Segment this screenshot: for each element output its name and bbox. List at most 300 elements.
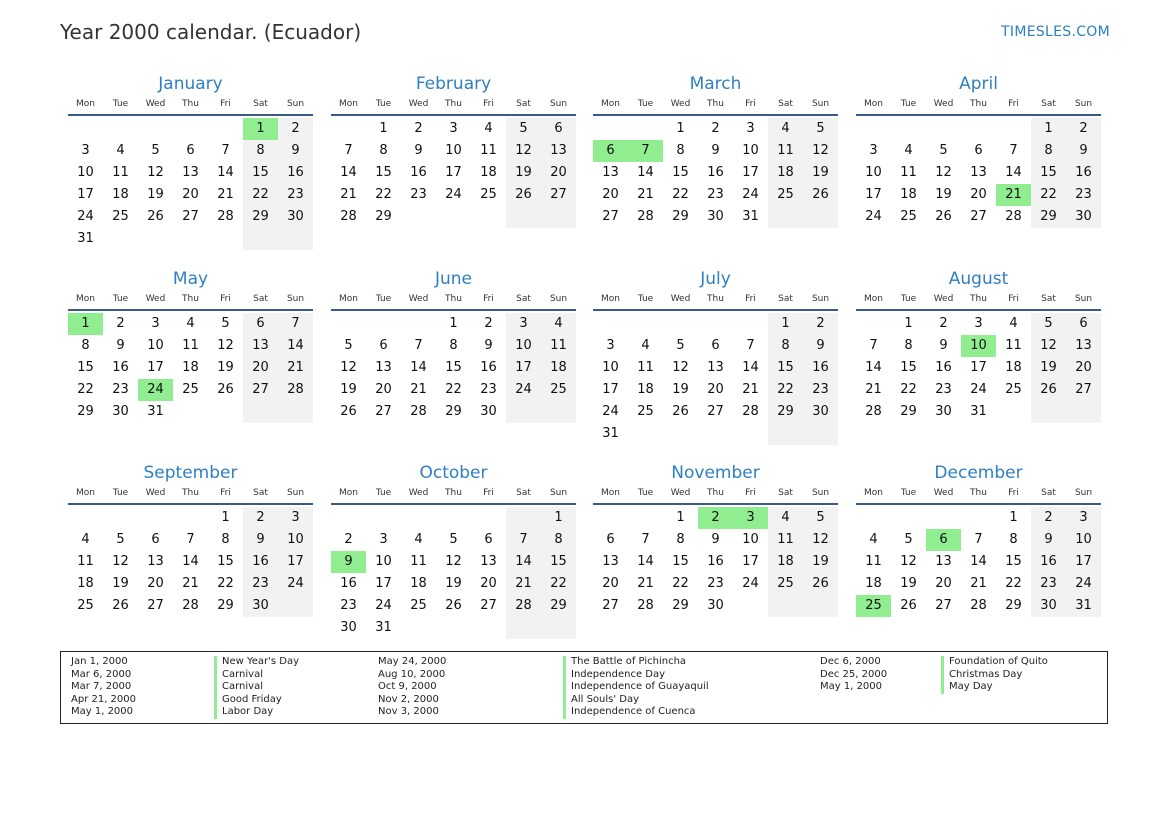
- day-cell: 29: [541, 595, 576, 617]
- weekday-label: Sun: [549, 488, 568, 498]
- day-cell: 31: [742, 209, 759, 224]
- day-cell: 18: [768, 551, 803, 573]
- weekday-label: Mon: [601, 294, 620, 304]
- day-cell: 6: [186, 143, 195, 158]
- empty-cell: [436, 507, 471, 529]
- day-cell: 13: [935, 554, 952, 569]
- empty-cell: [366, 313, 401, 335]
- day-cell: 14: [970, 554, 987, 569]
- day-cell: 1: [379, 121, 388, 136]
- empty-cell: [698, 313, 733, 335]
- day-cell: 18: [1005, 360, 1022, 375]
- day-cell: 19: [445, 576, 462, 591]
- month-9: [331, 462, 576, 639]
- day-cell: 3: [746, 121, 755, 136]
- day-cell: 17: [147, 360, 164, 375]
- day-cell: 15: [77, 360, 94, 375]
- empty-cell: [926, 507, 961, 529]
- weekday-label: Thu: [707, 488, 724, 498]
- day-cell: 4: [869, 532, 878, 547]
- day-cell: 22: [375, 187, 392, 202]
- day-cell: 27: [541, 184, 576, 206]
- day-cell: 23: [410, 187, 427, 202]
- weekday-label: Sat: [1041, 488, 1056, 498]
- weekday-label: Fri: [483, 488, 494, 498]
- day-cell: 9: [116, 338, 125, 353]
- day-cell: 15: [672, 165, 689, 180]
- day-grid: [331, 313, 576, 423]
- day-cell: 27: [935, 598, 952, 613]
- day-cell: 19: [217, 360, 234, 375]
- day-cell: 17: [506, 357, 541, 379]
- weekday-label: Wed: [408, 99, 429, 109]
- weekday-label: Fri: [220, 294, 231, 304]
- day-cell: 19: [1031, 357, 1066, 379]
- day-cell: 14: [742, 360, 759, 375]
- day-cell: 17: [742, 554, 759, 569]
- weekday-label: Sun: [549, 294, 568, 304]
- empty-cell: [208, 228, 243, 250]
- day-cell: 1: [904, 316, 913, 331]
- day-cell: 21: [506, 573, 541, 595]
- day-cell: 9: [803, 335, 838, 357]
- empty-cell: [208, 118, 243, 140]
- day-cell: 11: [1005, 338, 1022, 353]
- legend-holiday-name: Foundation of Quito: [941, 656, 1048, 669]
- day-cell: 1: [68, 313, 103, 335]
- day-cell: 23: [112, 382, 129, 397]
- day-cell: 18: [112, 187, 129, 202]
- weekday-header: [331, 486, 576, 505]
- day-cell: 24: [970, 382, 987, 397]
- empty-cell: [506, 617, 541, 639]
- weekday-label: Tue: [900, 99, 917, 109]
- weekday-label: Fri: [745, 488, 756, 498]
- empty-cell: [698, 423, 733, 445]
- empty-cell: [628, 423, 663, 445]
- month-3: [856, 73, 1101, 228]
- weekday-header: [68, 486, 313, 505]
- month-2: [593, 73, 838, 228]
- empty-cell: [103, 228, 138, 250]
- day-cell: 15: [445, 360, 462, 375]
- day-cell: 18: [480, 165, 497, 180]
- empty-cell: [593, 507, 628, 529]
- day-cell: 12: [445, 554, 462, 569]
- day-cell: 2: [484, 316, 493, 331]
- day-cell: 13: [375, 360, 392, 375]
- day-cell: 10: [1066, 529, 1101, 551]
- day-cell: 14: [637, 165, 654, 180]
- legend-holiday-name: All Souls' Day: [563, 694, 709, 707]
- day-cell: 10: [742, 532, 759, 547]
- day-cell: 4: [484, 121, 493, 136]
- empty-cell: [331, 507, 366, 529]
- day-grid: [856, 313, 1101, 423]
- month-name: August: [948, 269, 1009, 289]
- empty-cell: [401, 313, 436, 335]
- day-cell: 21: [217, 187, 234, 202]
- day-cell: 3: [278, 507, 313, 529]
- day-cell: 7: [1009, 143, 1018, 158]
- day-cell: 30: [243, 595, 278, 617]
- weekday-label: Wed: [933, 488, 954, 498]
- legend-date: Nov 2, 2000: [378, 693, 439, 705]
- weekday-label: Thu: [970, 294, 987, 304]
- day-cell: 26: [803, 184, 838, 206]
- day-cell: 1: [768, 313, 803, 335]
- month-name: July: [700, 269, 731, 289]
- weekday-label: Thu: [707, 294, 724, 304]
- legend-dates-col-3: [820, 656, 887, 694]
- day-cell: 1: [541, 507, 576, 529]
- day-cell: 21: [340, 187, 357, 202]
- weekday-label: Sat: [778, 488, 793, 498]
- day-cell: 3: [869, 143, 878, 158]
- day-cell: 2: [414, 121, 423, 136]
- day-cell: 17: [970, 360, 987, 375]
- day-cell: 30: [480, 404, 497, 419]
- legend-dates-col-2: [378, 656, 446, 719]
- weekday-label: Fri: [745, 99, 756, 109]
- weekday-label: Fri: [1008, 488, 1019, 498]
- day-cell: 21: [865, 382, 882, 397]
- day-cell: 17: [602, 382, 619, 397]
- day-cell: 20: [707, 382, 724, 397]
- day-cell: 3: [606, 338, 615, 353]
- day-cell: 24: [278, 573, 313, 595]
- day-cell: 15: [1031, 162, 1066, 184]
- day-cell: 21: [182, 576, 199, 591]
- day-cell: 18: [637, 382, 654, 397]
- empty-cell: [733, 423, 768, 445]
- weekday-label: Sat: [778, 294, 793, 304]
- weekday-label: Sun: [286, 488, 305, 498]
- day-cell: 13: [970, 165, 987, 180]
- empty-cell: [436, 206, 471, 228]
- day-cell: 21: [278, 357, 313, 379]
- day-cell: 3: [81, 143, 90, 158]
- weekday-label: Tue: [375, 99, 392, 109]
- day-cell: 4: [116, 143, 125, 158]
- day-cell: 7: [746, 338, 755, 353]
- day-cell: 8: [676, 532, 685, 547]
- empty-cell: [471, 617, 506, 639]
- day-cell: 13: [707, 360, 724, 375]
- day-cell: 10: [278, 529, 313, 551]
- day-cell: 31: [1066, 595, 1101, 617]
- month-name: October: [419, 463, 488, 483]
- day-cell: 13: [602, 165, 619, 180]
- empty-cell: [1066, 401, 1101, 423]
- month-4: [68, 268, 313, 423]
- day-cell: 8: [904, 338, 913, 353]
- day-cell: 9: [939, 338, 948, 353]
- day-cell: 12: [1031, 335, 1066, 357]
- weekday-label: Tue: [112, 99, 129, 109]
- day-cell: 14: [506, 551, 541, 573]
- weekday-label: Thu: [445, 488, 462, 498]
- day-cell: 26: [147, 209, 164, 224]
- weekday-label: Mon: [864, 488, 883, 498]
- weekday-label: Tue: [112, 488, 129, 498]
- empty-cell: [593, 118, 628, 140]
- day-cell: 9: [278, 140, 313, 162]
- day-cell: 10: [506, 335, 541, 357]
- legend-holiday-name: Independence Day: [563, 669, 709, 682]
- day-cell: 26: [506, 184, 541, 206]
- day-cell: 16: [243, 551, 278, 573]
- day-cell: 23: [1031, 573, 1066, 595]
- empty-cell: [856, 118, 891, 140]
- day-cell: 25: [637, 404, 654, 419]
- empty-cell: [768, 595, 803, 617]
- month-name: January: [158, 74, 223, 94]
- day-cell: 8: [1009, 532, 1018, 547]
- weekday-label: Mon: [864, 294, 883, 304]
- day-cell: 18: [768, 162, 803, 184]
- day-cell: 16: [1031, 551, 1066, 573]
- legend-holiday-name: Labor Day: [214, 706, 299, 719]
- day-cell: 24: [445, 187, 462, 202]
- legend-date: May 24, 2000: [378, 656, 447, 667]
- legend-date: May 1, 2000: [71, 706, 134, 717]
- day-cell: 7: [506, 529, 541, 551]
- month-name: December: [934, 463, 1023, 483]
- day-cell: 5: [116, 532, 125, 547]
- day-cell: 10: [961, 335, 996, 357]
- day-grid: [856, 118, 1101, 228]
- empty-cell: [138, 118, 173, 140]
- legend-holiday-name: Good Friday: [214, 694, 299, 707]
- empty-cell: [768, 206, 803, 228]
- day-cell: 30: [340, 620, 357, 635]
- weekday-label: Wed: [408, 488, 429, 498]
- day-cell: 16: [340, 576, 357, 591]
- day-cell: 17: [742, 165, 759, 180]
- legend-holiday-name: The Battle of Pichincha: [563, 656, 709, 669]
- day-cell: 3: [506, 313, 541, 335]
- day-cell: 5: [1031, 313, 1066, 335]
- day-cell: 1: [221, 510, 230, 525]
- day-cell: 6: [379, 338, 388, 353]
- day-cell: 13: [147, 554, 164, 569]
- day-cell: 2: [1031, 507, 1066, 529]
- weekday-label: Sun: [811, 294, 830, 304]
- day-cell: 27: [480, 598, 497, 613]
- day-cell: 5: [904, 532, 913, 547]
- day-cell: 20: [602, 576, 619, 591]
- empty-cell: [506, 507, 541, 529]
- day-cell: 26: [672, 404, 689, 419]
- empty-cell: [961, 507, 996, 529]
- day-cell: 4: [1009, 316, 1018, 331]
- empty-cell: [541, 206, 576, 228]
- empty-cell: [243, 401, 278, 423]
- empty-cell: [628, 118, 663, 140]
- day-cell: 4: [81, 532, 90, 547]
- day-cell: 24: [742, 576, 759, 591]
- empty-cell: [103, 118, 138, 140]
- day-grid: [68, 507, 313, 617]
- day-cell: 5: [676, 338, 685, 353]
- day-cell: 6: [243, 313, 278, 335]
- month-8: [68, 462, 313, 617]
- day-cell: 30: [935, 404, 952, 419]
- weekday-label: Wed: [145, 99, 166, 109]
- legend-names-col-2: [563, 656, 709, 719]
- weekday-header: [331, 292, 576, 311]
- day-cell: 20: [970, 187, 987, 202]
- day-cell: 22: [768, 379, 803, 401]
- day-cell: 20: [1066, 357, 1101, 379]
- day-cell: 28: [637, 209, 654, 224]
- day-cell: 24: [506, 379, 541, 401]
- weekday-label: Wed: [145, 294, 166, 304]
- day-cell: 26: [445, 598, 462, 613]
- weekday-label: Sun: [1074, 488, 1093, 498]
- day-cell: 12: [803, 140, 838, 162]
- brand-link[interactable]: TIMESLES.COM: [1001, 24, 1110, 40]
- day-cell: 20: [243, 357, 278, 379]
- legend-date: Dec 6, 2000: [820, 656, 881, 667]
- day-cell: 8: [768, 335, 803, 357]
- month-0: [68, 73, 313, 250]
- weekday-label: Tue: [900, 488, 917, 498]
- weekday-header: [856, 97, 1101, 116]
- day-cell: 10: [742, 143, 759, 158]
- day-cell: 28: [340, 209, 357, 224]
- empty-cell: [593, 313, 628, 335]
- day-grid: [856, 507, 1101, 617]
- legend-date: Apr 21, 2000: [71, 693, 137, 705]
- day-cell: 12: [340, 360, 357, 375]
- month-5: [331, 268, 576, 423]
- day-cell: 11: [768, 140, 803, 162]
- empty-cell: [331, 313, 366, 335]
- day-cell: 7: [186, 532, 195, 547]
- day-cell: 31: [970, 404, 987, 419]
- day-cell: 5: [449, 532, 458, 547]
- day-cell: 29: [375, 209, 392, 224]
- day-cell: 22: [217, 576, 234, 591]
- day-cell: 23: [803, 379, 838, 401]
- day-cell: 22: [900, 382, 917, 397]
- empty-cell: [926, 118, 961, 140]
- day-cell: 2: [803, 313, 838, 335]
- legend-date: Aug 10, 2000: [378, 668, 446, 680]
- day-cell: 27: [182, 209, 199, 224]
- day-cell: 11: [112, 165, 129, 180]
- day-cell: 31: [147, 404, 164, 419]
- day-cell: 21: [996, 184, 1031, 206]
- day-cell: 18: [410, 576, 427, 591]
- empty-cell: [803, 206, 838, 228]
- day-cell: 6: [711, 338, 720, 353]
- day-cell: 14: [340, 165, 357, 180]
- day-cell: 15: [375, 165, 392, 180]
- day-cell: 23: [480, 382, 497, 397]
- day-cell: 19: [147, 187, 164, 202]
- weekday-label: Wed: [670, 488, 691, 498]
- day-cell: 6: [606, 532, 615, 547]
- day-cell: 20: [147, 576, 164, 591]
- weekday-label: Mon: [76, 294, 95, 304]
- day-cell: 25: [77, 598, 94, 613]
- day-cell: 9: [414, 143, 423, 158]
- empty-cell: [856, 507, 891, 529]
- day-cell: 11: [77, 554, 94, 569]
- day-cell: 4: [768, 507, 803, 529]
- legend-names-col-3: [941, 656, 1048, 694]
- day-grid: [331, 118, 576, 228]
- day-cell: 15: [217, 554, 234, 569]
- day-cell: 16: [112, 360, 129, 375]
- day-cell: 2: [711, 121, 720, 136]
- day-cell: 14: [865, 360, 882, 375]
- empty-cell: [103, 507, 138, 529]
- weekday-label: Thu: [182, 488, 199, 498]
- weekday-label: Sat: [1041, 294, 1056, 304]
- day-cell: 25: [768, 573, 803, 595]
- day-cell: 15: [541, 551, 576, 573]
- month-name: February: [415, 74, 492, 94]
- day-cell: 28: [410, 404, 427, 419]
- weekday-label: Mon: [601, 488, 620, 498]
- day-cell: 8: [379, 143, 388, 158]
- legend-holiday-name: Carnival: [214, 681, 299, 694]
- empty-cell: [541, 617, 576, 639]
- day-cell: 28: [182, 598, 199, 613]
- day-cell: 11: [480, 143, 497, 158]
- day-cell: 19: [803, 162, 838, 184]
- month-name: May: [172, 269, 209, 289]
- legend-date: Jan 1, 2000: [71, 656, 128, 667]
- empty-cell: [138, 228, 173, 250]
- day-cell: 9: [711, 143, 720, 158]
- weekday-label: Fri: [745, 294, 756, 304]
- holiday-legend: [60, 651, 1108, 724]
- day-cell: 1: [676, 121, 685, 136]
- day-cell: 25: [541, 379, 576, 401]
- month-name: March: [689, 74, 742, 94]
- day-cell: 13: [602, 554, 619, 569]
- day-cell: 29: [672, 209, 689, 224]
- weekday-label: Wed: [933, 99, 954, 109]
- day-cell: 28: [970, 598, 987, 613]
- month-name: November: [671, 463, 760, 483]
- day-cell: 8: [449, 338, 458, 353]
- day-cell: 11: [865, 554, 882, 569]
- day-cell: 18: [182, 360, 199, 375]
- weekday-label: Sun: [1074, 294, 1093, 304]
- legend-names-col-1: [214, 656, 299, 719]
- day-cell: 22: [1005, 576, 1022, 591]
- day-cell: 27: [602, 209, 619, 224]
- day-cell: 4: [414, 532, 423, 547]
- day-cell: 16: [803, 357, 838, 379]
- weekday-header: [593, 486, 838, 505]
- day-cell: 5: [803, 507, 838, 529]
- weekday-label: Fri: [220, 488, 231, 498]
- day-cell: 28: [506, 595, 541, 617]
- day-cell: 10: [445, 143, 462, 158]
- weekday-header: [68, 292, 313, 311]
- day-cell: 20: [182, 187, 199, 202]
- month-6: [593, 268, 838, 445]
- legend-date: Mar 7, 2000: [71, 681, 132, 692]
- day-cell: 12: [147, 165, 164, 180]
